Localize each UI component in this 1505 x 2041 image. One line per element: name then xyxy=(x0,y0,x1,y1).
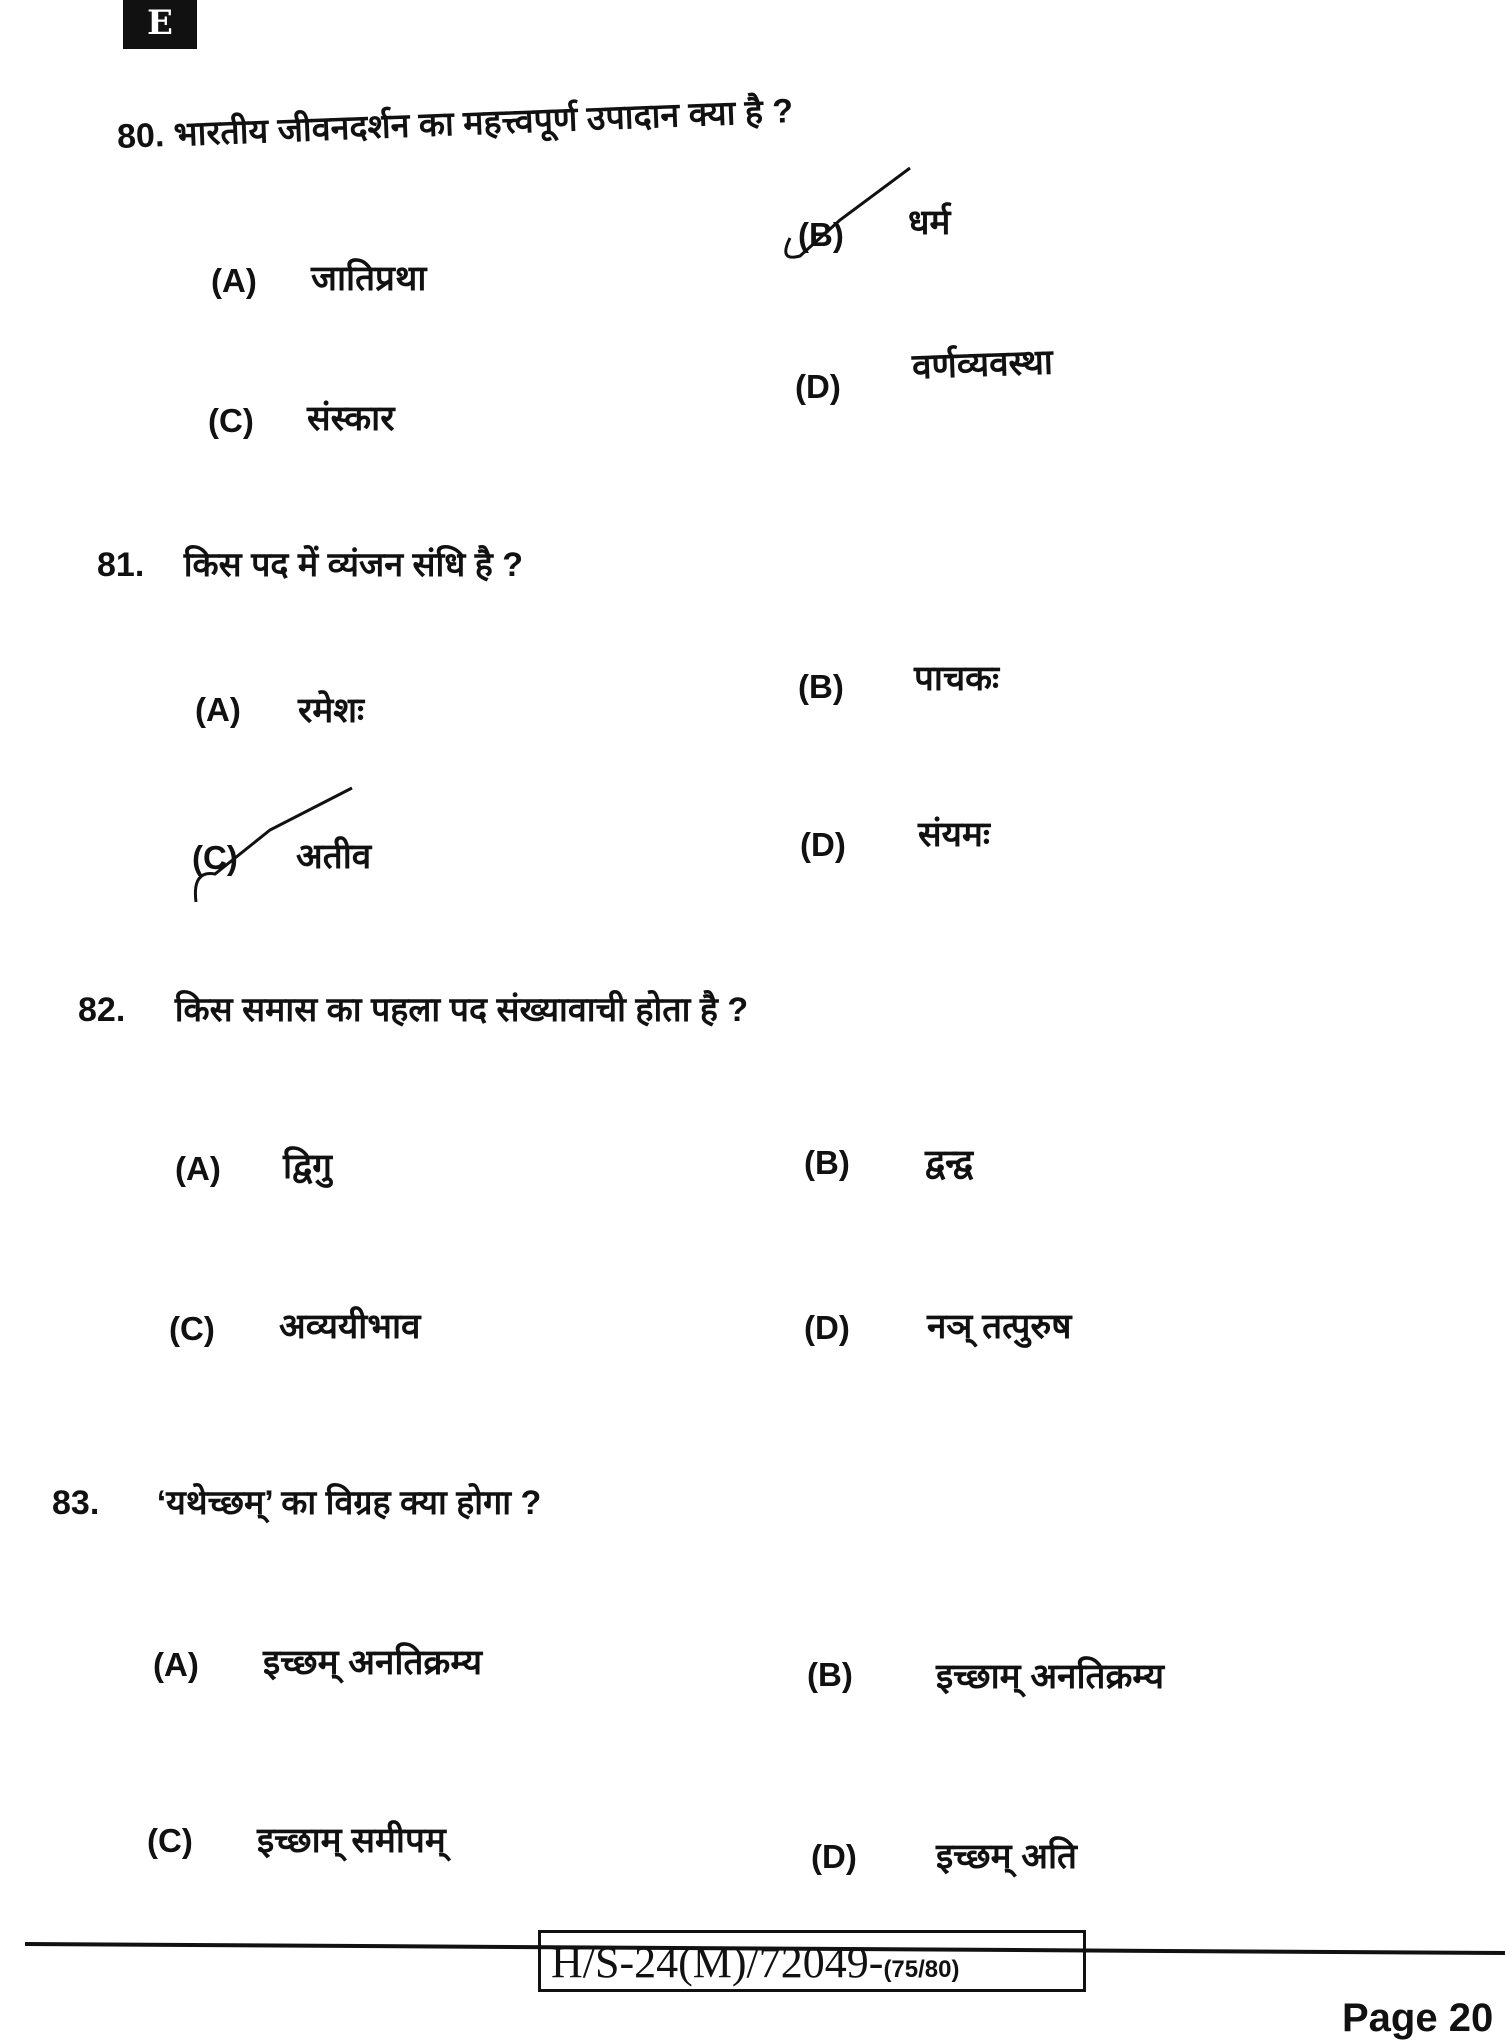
question-text: भारतीय जीवनदर्शन का महत्त्वपूर्ण उपादान क्या है ? xyxy=(173,92,794,154)
option-label: (D) xyxy=(804,1309,850,1346)
option-label: (D) xyxy=(800,826,846,863)
option-label: (C) xyxy=(192,839,238,876)
option-label: (C) xyxy=(147,1822,193,1859)
option-text: अतीव xyxy=(296,837,372,876)
option-label: (A) xyxy=(153,1646,199,1683)
paper-code-suffix: (75/80) xyxy=(883,1956,960,1983)
option-text: द्वन्द्व xyxy=(925,1143,974,1182)
option-text: इच्छाम् अनतिक्रम्य xyxy=(936,1657,1165,1696)
option-text: नञ् तत्पुरुष xyxy=(927,1307,1072,1346)
question-number: 80. xyxy=(116,116,166,156)
option-text: धर्म xyxy=(908,203,951,242)
option-text: रमेशः xyxy=(298,691,365,730)
question-number: 83. xyxy=(52,1484,100,1522)
question-number: 82. xyxy=(78,991,126,1029)
option-label: (D) xyxy=(811,1838,857,1875)
option-text: द्विगु xyxy=(283,1147,332,1186)
option-label: (B) xyxy=(798,668,844,705)
set-code-badge: E xyxy=(123,0,197,49)
tick-mark-q81 xyxy=(195,788,352,902)
option-text: इच्छाम् समीपम् xyxy=(257,1821,446,1860)
question-number: 81. xyxy=(97,546,145,584)
option-label: (B) xyxy=(804,1144,850,1181)
paper-code-box xyxy=(538,1930,1086,1992)
paper-code: H/S-24(M)/72049- xyxy=(551,1938,884,1987)
option-text: संस्कार xyxy=(307,399,395,438)
option-text: पाचकः xyxy=(914,659,1000,698)
option-text: अव्ययीभाव xyxy=(279,1307,421,1346)
question-text: ‘यथेच्छम्’ का विग्रह क्या होगा ? xyxy=(156,1484,542,1522)
option-label: (A) xyxy=(175,1150,221,1187)
option-text: वर्णव्यवस्था xyxy=(911,342,1054,387)
option-label: (B) xyxy=(807,1656,853,1693)
option-text: इच्छम् अनतिक्रम्य xyxy=(263,1643,482,1682)
option-label: (B) xyxy=(798,216,844,253)
question-text: किस समास का पहला पद संख्यावाची होता है ? xyxy=(174,991,749,1029)
question-text: किस पद में व्यंजन संधि है ? xyxy=(183,546,523,584)
option-label: (A) xyxy=(195,691,241,728)
option-label: (C) xyxy=(169,1310,215,1347)
tick-mark-q80 xyxy=(786,168,910,257)
page-number: Page 20 xyxy=(1342,1996,1494,2040)
option-text: इच्छम् अति xyxy=(936,1837,1078,1876)
option-label: (A) xyxy=(211,262,257,299)
option-label: (C) xyxy=(208,402,254,439)
option-label: (D) xyxy=(795,368,841,405)
option-text: संयमः xyxy=(918,815,990,854)
option-text: जातिप्रथा xyxy=(311,259,427,298)
